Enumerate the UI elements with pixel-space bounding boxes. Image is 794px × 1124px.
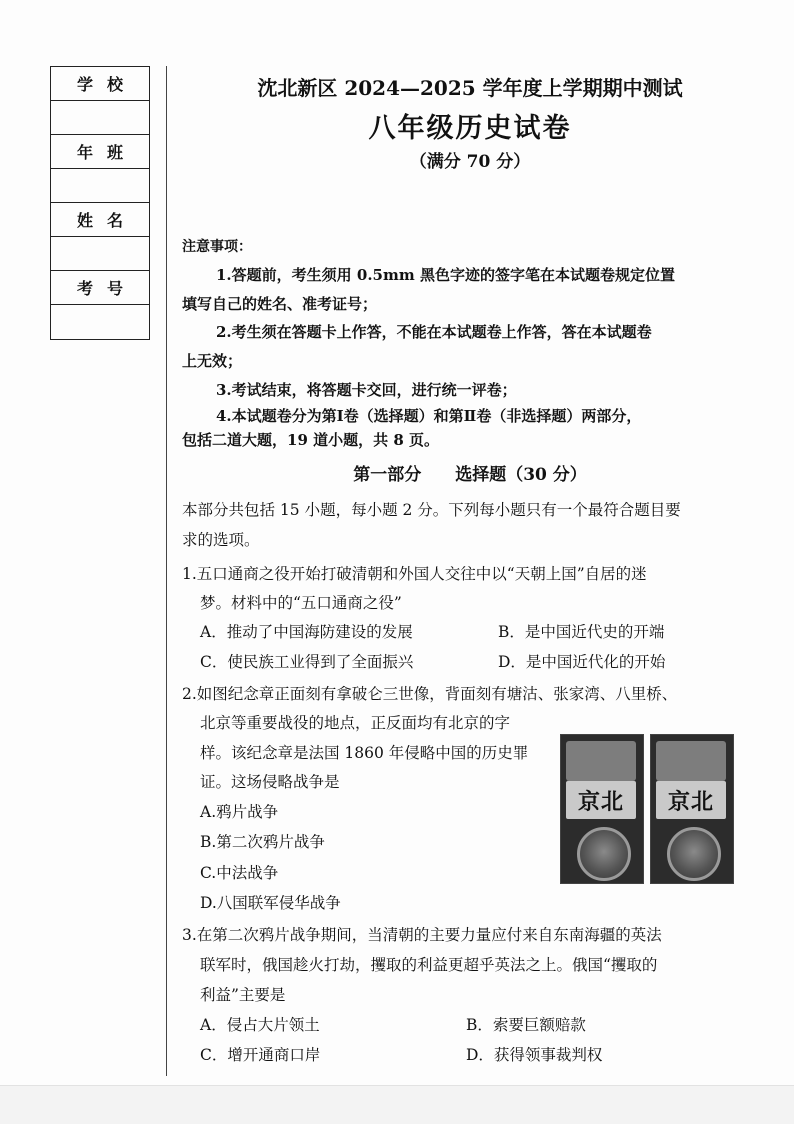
q1-stem: 1.五口通商之役开始打破清朝和外国人交往中以“天朝上国”自居的迷 [182,565,647,583]
medal-ribbon-top [566,741,636,781]
q2-stem: 样。该纪念章是法国 1860 年侵略中国的历史罪 [200,744,529,762]
q1-option-a: A．推动了中国海防建设的发展 [200,623,413,641]
q3-stem: 3.在第二次鸦片战争期间，当清朝的主要力量应付来自东南海疆的英法 [182,926,662,944]
info-blank-exam-number [51,305,149,339]
medal-photo-back [650,734,734,884]
medal-inscription: 京北 [566,781,636,819]
info-label-school: 学校 [51,67,149,101]
q2-option-a: A.鸦片战争 [200,803,279,821]
q1-stem: 梦。材料中的“五口通商之役” [200,594,402,612]
exam-title-line1: 沈北新区 2024—2025 学年度上学期期中测试 [257,76,683,100]
info-label-exam-number: 考号 [51,271,149,305]
info-blank-class [51,169,149,203]
info-blank-name [51,237,149,271]
q2-stem: 北京等重要战役的地点，正反面均有北京的字 [200,714,511,732]
binding-line [166,66,167,1076]
q1-option-b: B．是中国近代史的开端 [498,623,665,641]
q2-option-c: C.中法战争 [200,864,279,882]
q3-stem: 利益”主要是 [200,986,286,1004]
section-intro: 求的选项。 [182,531,260,549]
info-label-name: 姓名 [51,203,149,237]
notice-line: 4.本试题卷分为第Ⅰ卷（选择题）和第Ⅱ卷（非选择题）两部分， [216,407,642,425]
q2-option-d: D.八国联军侵华战争 [200,894,341,912]
q3-option-a: A．侵占大片领土 [200,1016,320,1034]
q3-stem: 联军时，俄国趁火打劫，攫取的利益更超乎英法之上。俄国“攫取的 [200,956,658,974]
notice-line: 1.答题前，考生须用 0.5mm 黑色字迹的签字笔在本试题卷规定位置 [216,266,675,284]
notice-line: 2.考生须在答题卡上作答，不能在本试题卷上作答，答在本试题卷 [216,323,652,341]
medal-disc [667,827,721,881]
full-score: （满分 70 分） [409,152,531,172]
q1-option-c: C．使民族工业得到了全面振兴 [200,653,414,671]
q3-option-b: B．索要巨额赔款 [466,1016,586,1034]
info-blank-school [51,101,149,135]
exam-title-line2: 八年级历史试卷 [368,113,572,144]
medal-photo-front [560,734,644,884]
student-info-table [50,66,150,340]
q2-stem: 2.如图纪念章正面刻有拿破仑三世像，背面刻有塘沽、张家湾、八里桥、 [182,685,678,703]
section-title: 第一部分 选择题（30 分） [353,465,587,485]
page-bottom-margin [0,1085,794,1124]
medal-ribbon-top [656,741,726,781]
q2-stem: 证。这场侵略战争是 [200,773,340,791]
notice-line: 3.考试结束，将答题卡交回，进行统一评卷； [216,381,517,399]
medal-disc [577,827,631,881]
q3-option-d: D．获得领事裁判权 [466,1046,603,1064]
notice-heading: 注意事项： [182,239,252,255]
notice-line: 包括二道大题，19 道小题，共 8 页。 [182,431,439,449]
q1-option-d: D．是中国近代化的开始 [498,653,666,671]
notice-line: 填写自己的姓名、准考证号； [182,295,378,313]
medal-inscription: 京北 [656,781,726,819]
section-intro: 本部分共包括 15 小题，每小题 2 分。下列每小题只有一个最符合题目要 [182,501,681,519]
q3-option-c: C．增开通商口岸 [200,1046,321,1064]
notice-line: 上无效； [182,352,243,370]
q2-option-b: B.第二次鸦片战争 [200,833,325,851]
info-label-class: 年班 [51,135,149,169]
